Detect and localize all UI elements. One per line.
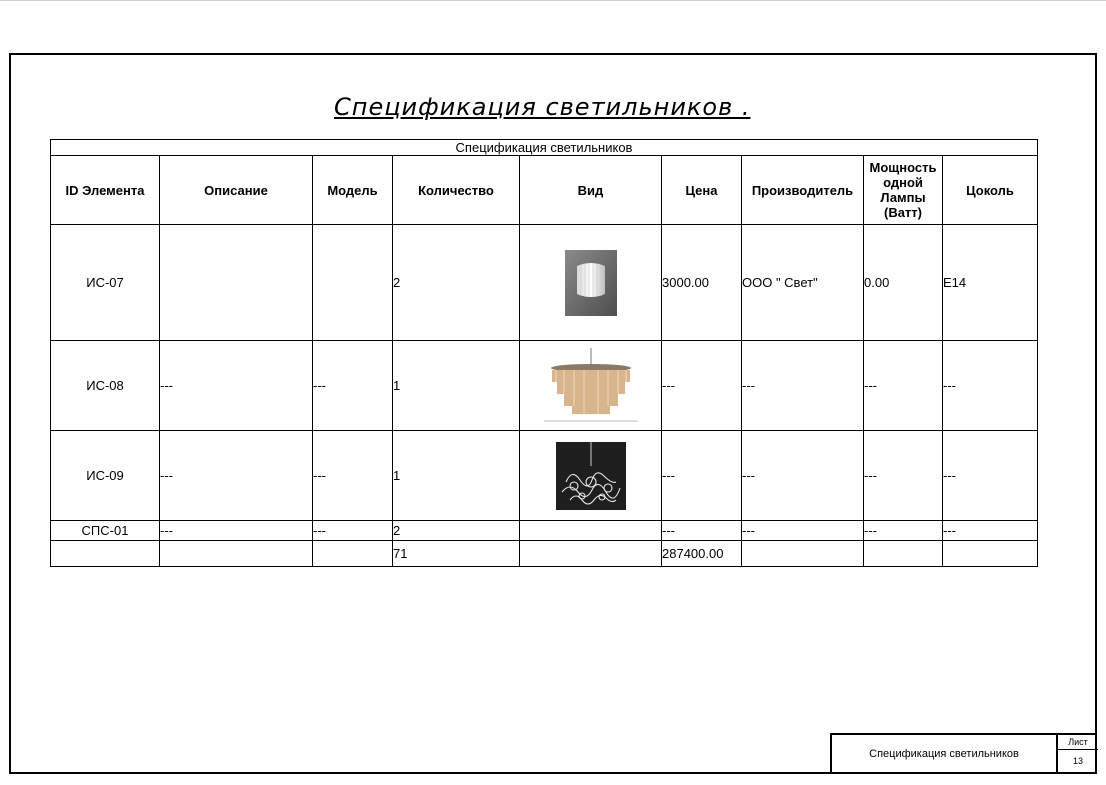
cell-quantity: 1 (393, 431, 520, 521)
total-price: 287400.00 (662, 541, 742, 567)
table-header-row (51, 156, 1038, 225)
cell-lamp-power: --- (864, 521, 943, 541)
crystal-chandelier-image (544, 348, 638, 424)
cell-price: --- (662, 431, 742, 521)
cell-socket: --- (943, 521, 1038, 541)
cell-view (520, 521, 662, 541)
col-header-description: Описание (160, 156, 313, 225)
cell-description (160, 225, 313, 341)
cell-model (313, 225, 393, 341)
cell-description: --- (160, 521, 313, 541)
table-row (51, 225, 1038, 341)
table-row (51, 521, 1038, 541)
cell-manufacturer: --- (742, 431, 864, 521)
cell-id: СПС-01 (51, 521, 160, 541)
cell-price: 3000.00 (662, 225, 742, 341)
col-header-id: ID Элемента (51, 156, 160, 225)
title-block-name: Спецификация светильников (869, 748, 1019, 760)
col-header-lamp-power: Мощность одной Лампы (Ватт) (864, 156, 943, 225)
cell-description: --- (160, 341, 313, 431)
table-caption: Спецификация светильников (51, 140, 1038, 156)
cell-manufacturer: --- (742, 521, 864, 541)
col-header-model: Модель (313, 156, 393, 225)
cell-lamp-power: --- (864, 341, 943, 431)
cell-lamp-power: 0.00 (864, 225, 943, 341)
totals-row (51, 541, 1038, 567)
cell-socket: --- (943, 341, 1038, 431)
cell-id: ИС-07 (51, 225, 160, 341)
sheet-number: 13 (1056, 750, 1098, 773)
cell-model: --- (313, 521, 393, 541)
specification-table (50, 139, 1038, 567)
col-header-price: Цена (662, 156, 742, 225)
table-row (51, 431, 1038, 521)
cell-manufacturer: --- (742, 341, 864, 431)
cell-manufacturer: ООО " Свет" (742, 225, 864, 341)
col-header-manufacturer: Производитель (742, 156, 864, 225)
cell-view (520, 341, 662, 431)
cell-view (520, 225, 662, 341)
cell-socket: E14 (943, 225, 1038, 341)
cell-model: --- (313, 341, 393, 431)
cell-description: --- (160, 431, 313, 521)
cell-model: --- (313, 431, 393, 521)
cell-id: ИС-09 (51, 431, 160, 521)
top-divider (0, 0, 1106, 1)
cell-id: ИС-08 (51, 341, 160, 431)
sheet-label: Лист (1056, 735, 1098, 750)
cell-price: --- (662, 521, 742, 541)
cell-view (520, 431, 662, 521)
cell-quantity: 2 (393, 521, 520, 541)
title-block (830, 733, 1096, 773)
total-quantity: 71 (393, 541, 520, 567)
cell-price: --- (662, 341, 742, 431)
page-title: Спецификация светильников . (334, 93, 751, 121)
cell-socket: --- (943, 431, 1038, 521)
col-header-quantity: Количество (393, 156, 520, 225)
cell-quantity: 1 (393, 341, 520, 431)
col-header-socket: Цоколь (943, 156, 1038, 225)
table-row (51, 341, 1038, 431)
wall-sconce-image (565, 250, 617, 316)
col-header-view: Вид (520, 156, 662, 225)
cell-lamp-power: --- (864, 431, 943, 521)
cell-quantity: 2 (393, 225, 520, 341)
glass-chandelier-image (556, 442, 626, 510)
